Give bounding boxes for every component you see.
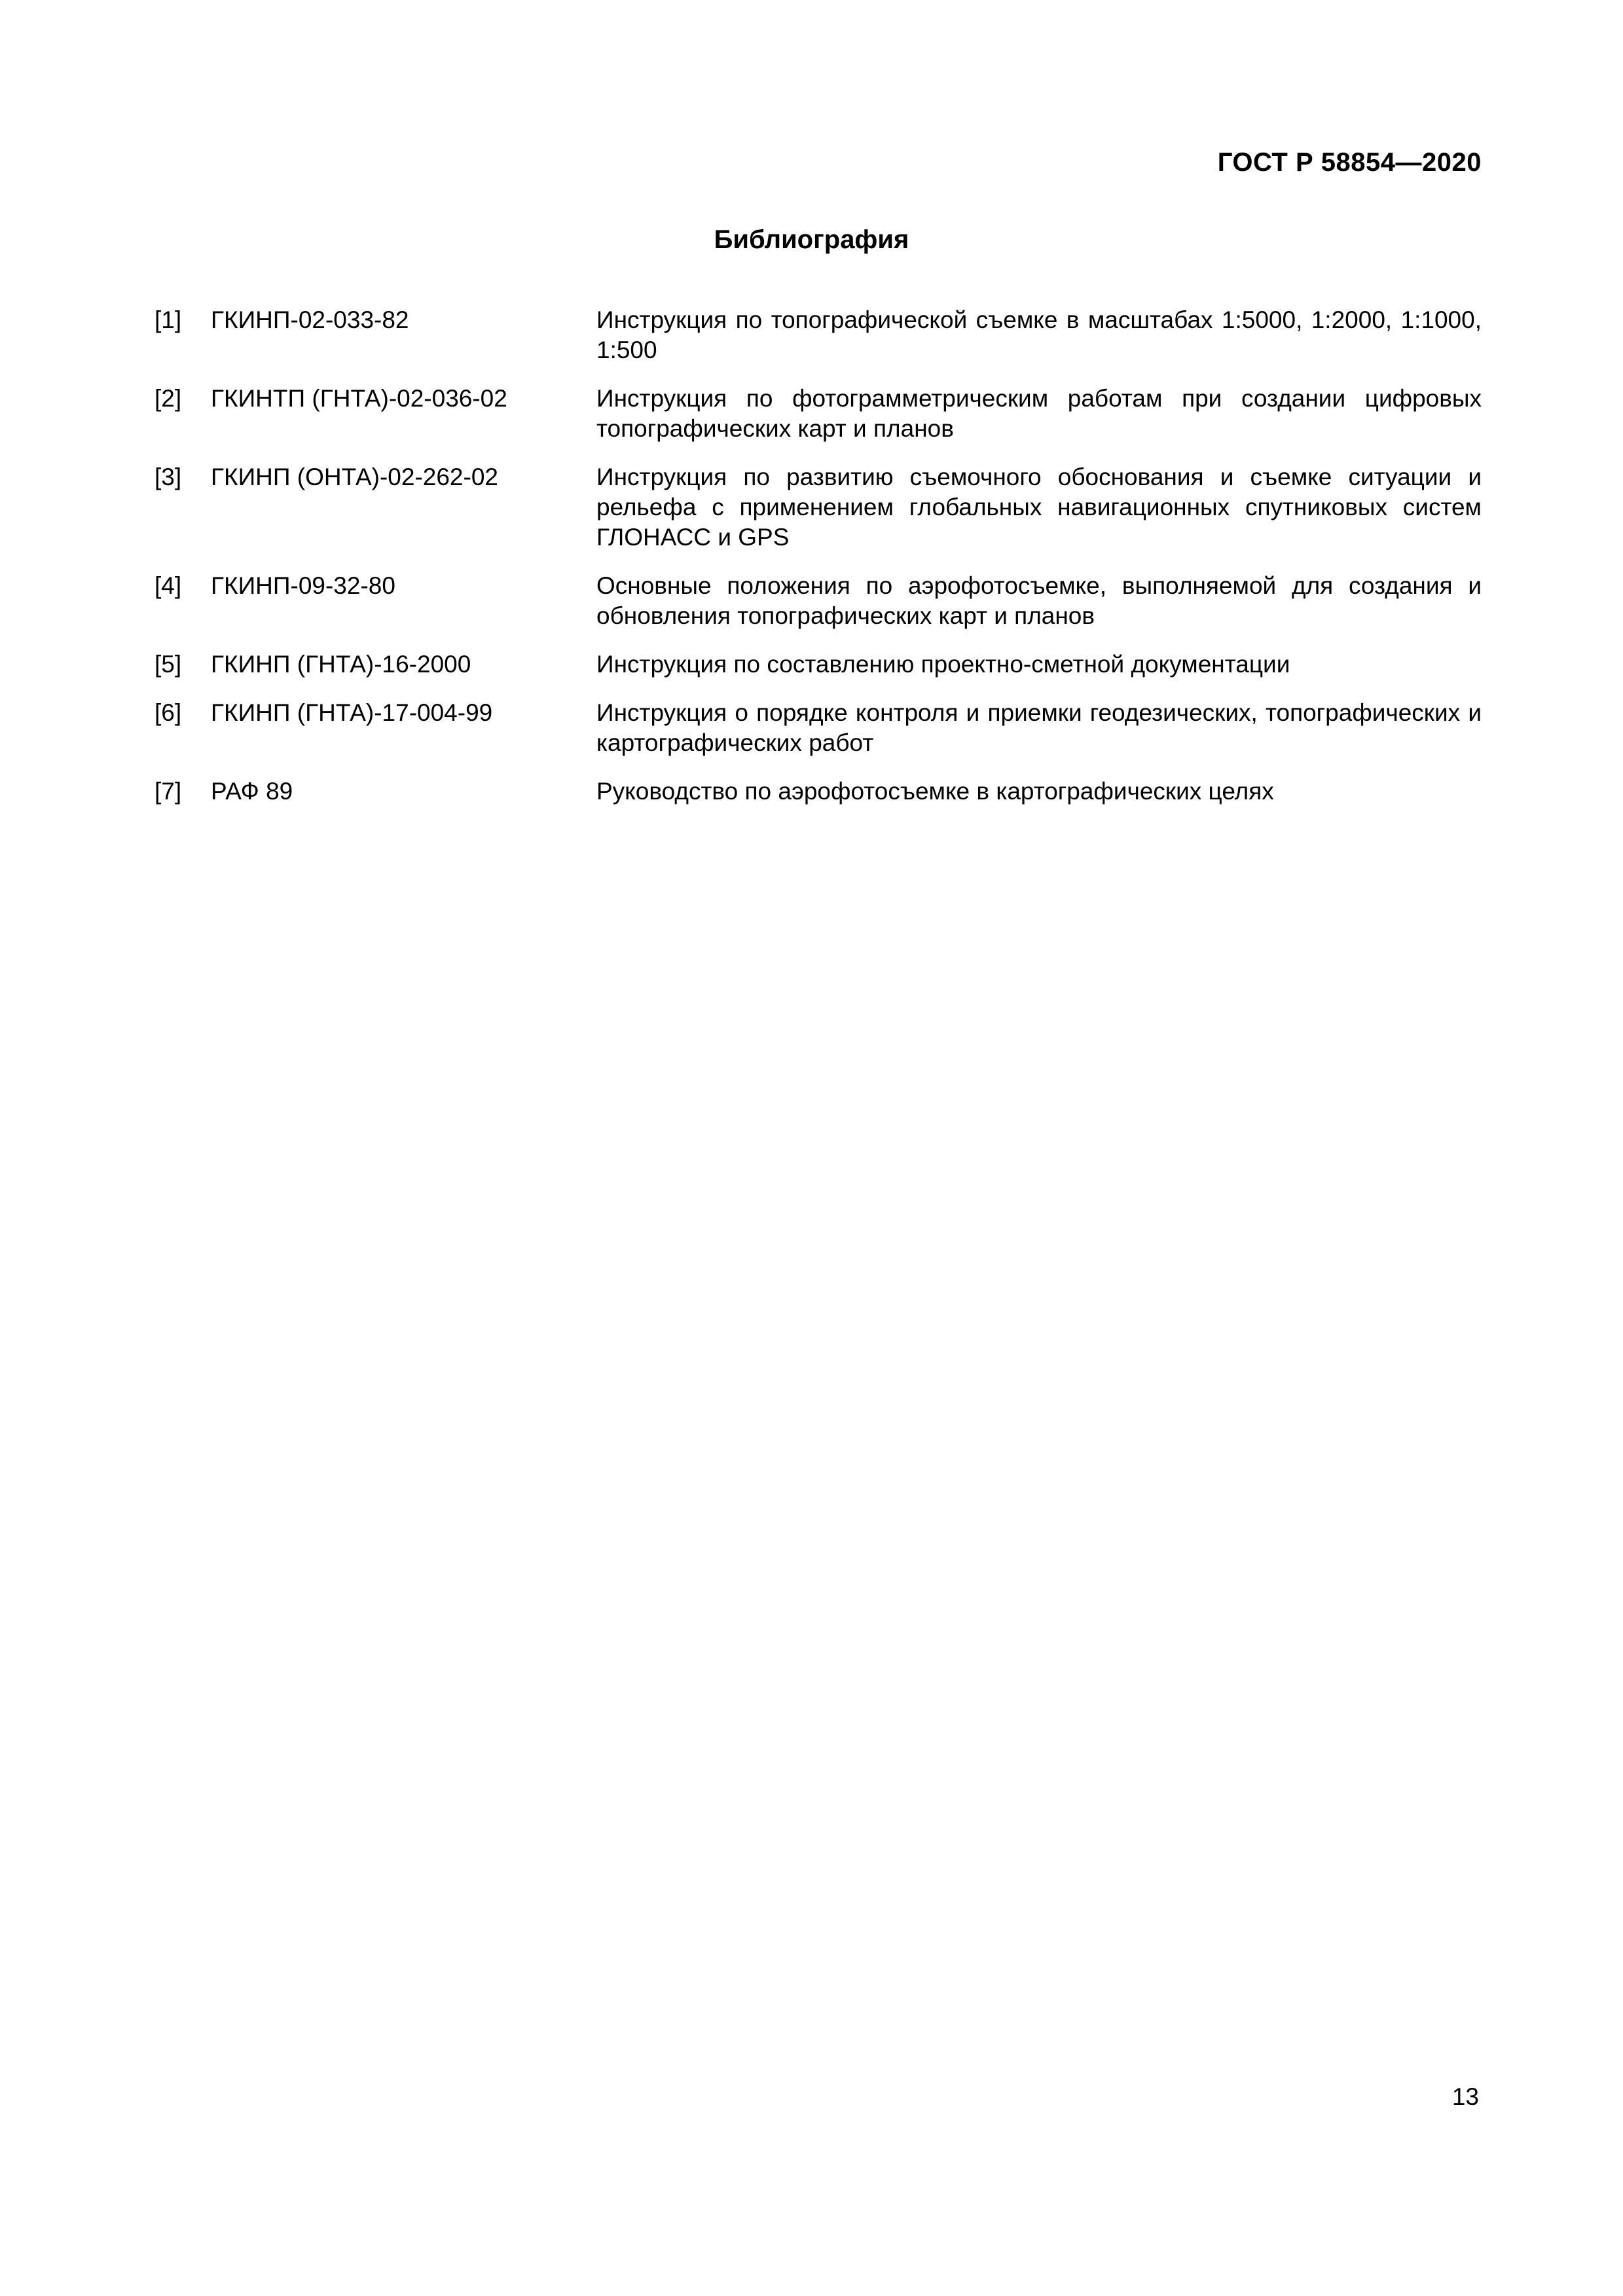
- bibliography-entry-7: [155, 776, 1482, 807]
- entry-code: ГКИНП-09-32-80: [211, 572, 395, 599]
- entry-code: ГКИНП-02-033-82: [211, 306, 409, 333]
- entry-number: [5]: [155, 651, 182, 678]
- entry-title: Инструкция по топографической съемке в масштабах 1:5000, 1:2000, 1:1000, 1:500: [596, 306, 1482, 363]
- bibliography-entry-3: [155, 462, 1482, 553]
- entry-code: ГКИНТП (ГНТА)-02-036-02: [211, 385, 507, 412]
- bibliography-entry-2: [155, 384, 1482, 444]
- entry-number: [4]: [155, 572, 182, 599]
- entry-title: Инструкция по развитию съемочного обоснования и съемке ситуации и рельефа с применением глобальных навигационных спутниковых систем ГЛОНАСС и GPS: [596, 464, 1482, 551]
- entry-title: Инструкция по фотограмметрическим работам при создании цифровых топографических карт и планов: [596, 385, 1482, 442]
- entry-number: [3]: [155, 464, 182, 490]
- bibliography-entry-6: [155, 698, 1482, 758]
- entry-title: Руководство по аэрофотосъемке в картографических целях: [596, 778, 1274, 805]
- entry-number: [1]: [155, 306, 182, 333]
- entry-code: ГКИНП (ОНТА)-02-262-02: [211, 464, 498, 490]
- entry-title: Основные положения по аэрофотосъемке, выполняемой для создания и обновления топографических карт и планов: [596, 572, 1482, 629]
- bibliography-entry-5: [155, 649, 1482, 680]
- bibliography-list: [155, 305, 1482, 825]
- entry-title: Инструкция по составлению проектно-сметной документации: [596, 651, 1290, 678]
- page-header-standard-id: ГОСТ Р 58854—2020: [1217, 148, 1482, 177]
- entry-code: РАФ 89: [211, 778, 293, 805]
- bibliography-title: Библиография: [714, 225, 909, 254]
- entry-number: [2]: [155, 385, 182, 412]
- bibliography-entry-1: [155, 305, 1482, 365]
- entry-code: ГКИНП (ГНТА)-16-2000: [211, 651, 471, 678]
- entry-number: [7]: [155, 778, 182, 805]
- entry-number: [6]: [155, 699, 182, 726]
- entry-title: Инструкция о порядке контроля и приемки геодезических, топографических и картографических работ: [596, 699, 1482, 756]
- page-number: 13: [1451, 2083, 1479, 2110]
- bibliography-entry-4: [155, 571, 1482, 631]
- entry-code: ГКИНП (ГНТА)-17-004-99: [211, 699, 493, 726]
